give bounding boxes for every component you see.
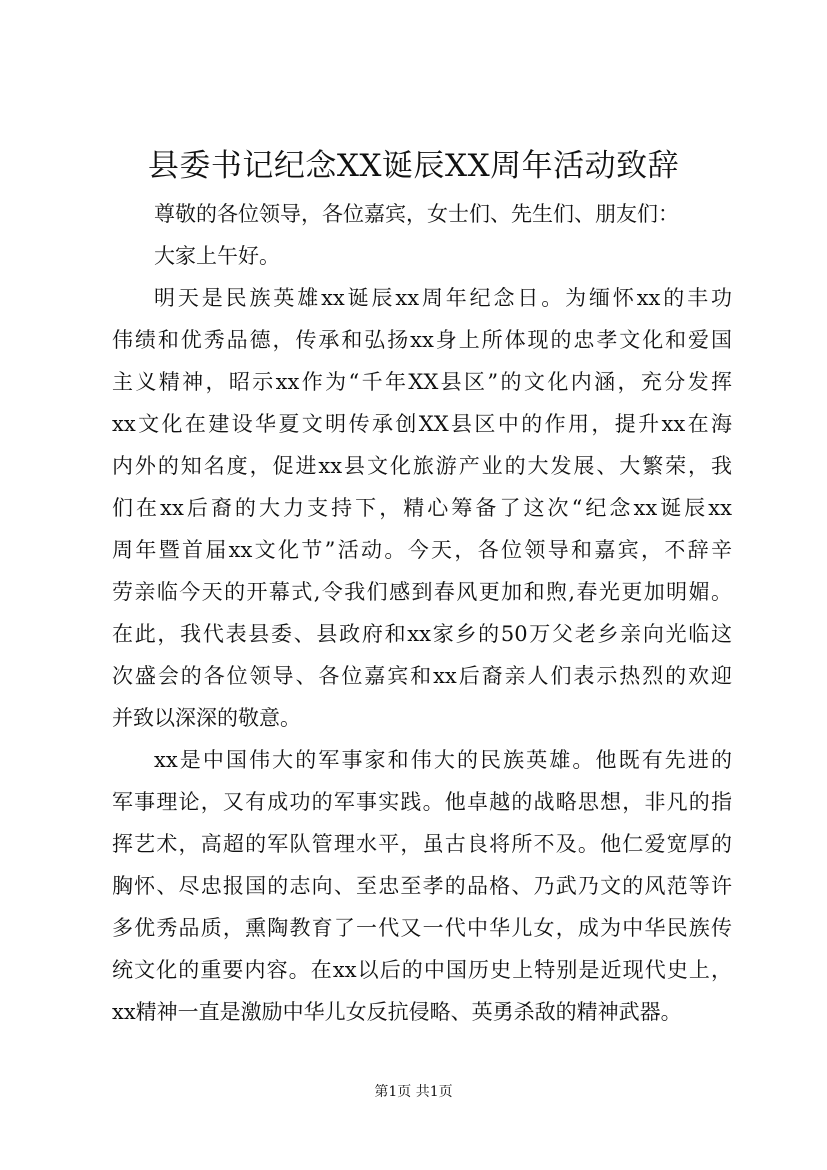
document-title: 县委书记纪念XX诞辰XX周年活动致辞 — [147, 148, 680, 184]
paragraph2-line: 胸怀、尽忠报国的志向、至忠至孝的品格、乃武乃文的风范等许 — [112, 874, 732, 898]
paragraph2-line: xx是中国伟大的军事家和伟大的民族英雄。他既有先进的 — [154, 748, 732, 772]
page-footer: 第1页 共1页 — [374, 1084, 453, 1100]
paragraph1-line: 并致以深深的敬意。 — [112, 706, 301, 730]
paragraph2-line: 统文化的重要内容。在xx以后的中国历史上特别是近现代史上， — [112, 958, 732, 982]
paragraph1-line: 周年暨首届xx文化节”活动。今天，各位领导和嘉宾，不辞辛 — [112, 538, 732, 562]
paragraph1-line: 们在xx后裔的大力支持下，精心筹备了这次“纪念xx诞辰xx — [112, 496, 732, 520]
paragraph1-line: 劳亲临今天的开幕式,令我们感到春风更加和煦,春光更加明媚。 — [112, 580, 732, 604]
paragraph2-line: 多优秀品质，熏陶教育了一代又一代中华儿女，成为中华民族传 — [112, 916, 732, 940]
paragraph2-line: 军事理论，又有成功的军事实践。他卓越的战略思想，非凡的指 — [112, 790, 732, 814]
paragraph1-line: 主义精神，昭示xx作为“千年XX县区”的文化内涵，充分发挥 — [112, 370, 732, 394]
salutation: 尊敬的各位领导，各位嘉宾，女士们、先生们、朋友们： — [154, 202, 679, 226]
paragraph1-line: 次盛会的各位领导、各位嘉宾和xx后裔亲人们表示热烈的欢迎 — [112, 664, 732, 688]
paragraph1-line: 在此，我代表县委、县政府和xx家乡的50万父老乡亲向光临这 — [112, 622, 732, 646]
paragraph1-line: 伟绩和优秀品德，传承和弘扬xx身上所体现的忠孝文化和爱国 — [112, 328, 732, 352]
paragraph1-line: xx文化在建设华夏文明传承创XX县区中的作用，提升xx在海 — [112, 412, 732, 436]
paragraph2-line: xx精神一直是激励中华儿女反抗侵略、英勇杀敌的精神武器。 — [112, 1000, 682, 1024]
greeting: 大家上午好。 — [154, 244, 280, 268]
paragraph1-line: 内外的知名度，促进xx县文化旅游产业的大发展、大繁荣，我 — [112, 454, 732, 478]
paragraph1-line: 明天是民族英雄xx诞辰xx周年纪念日。为缅怀xx的丰功 — [154, 286, 732, 310]
paragraph2-line: 挥艺术，高超的军队管理水平，虽古良将所不及。他仁爱宽厚的 — [112, 832, 732, 856]
